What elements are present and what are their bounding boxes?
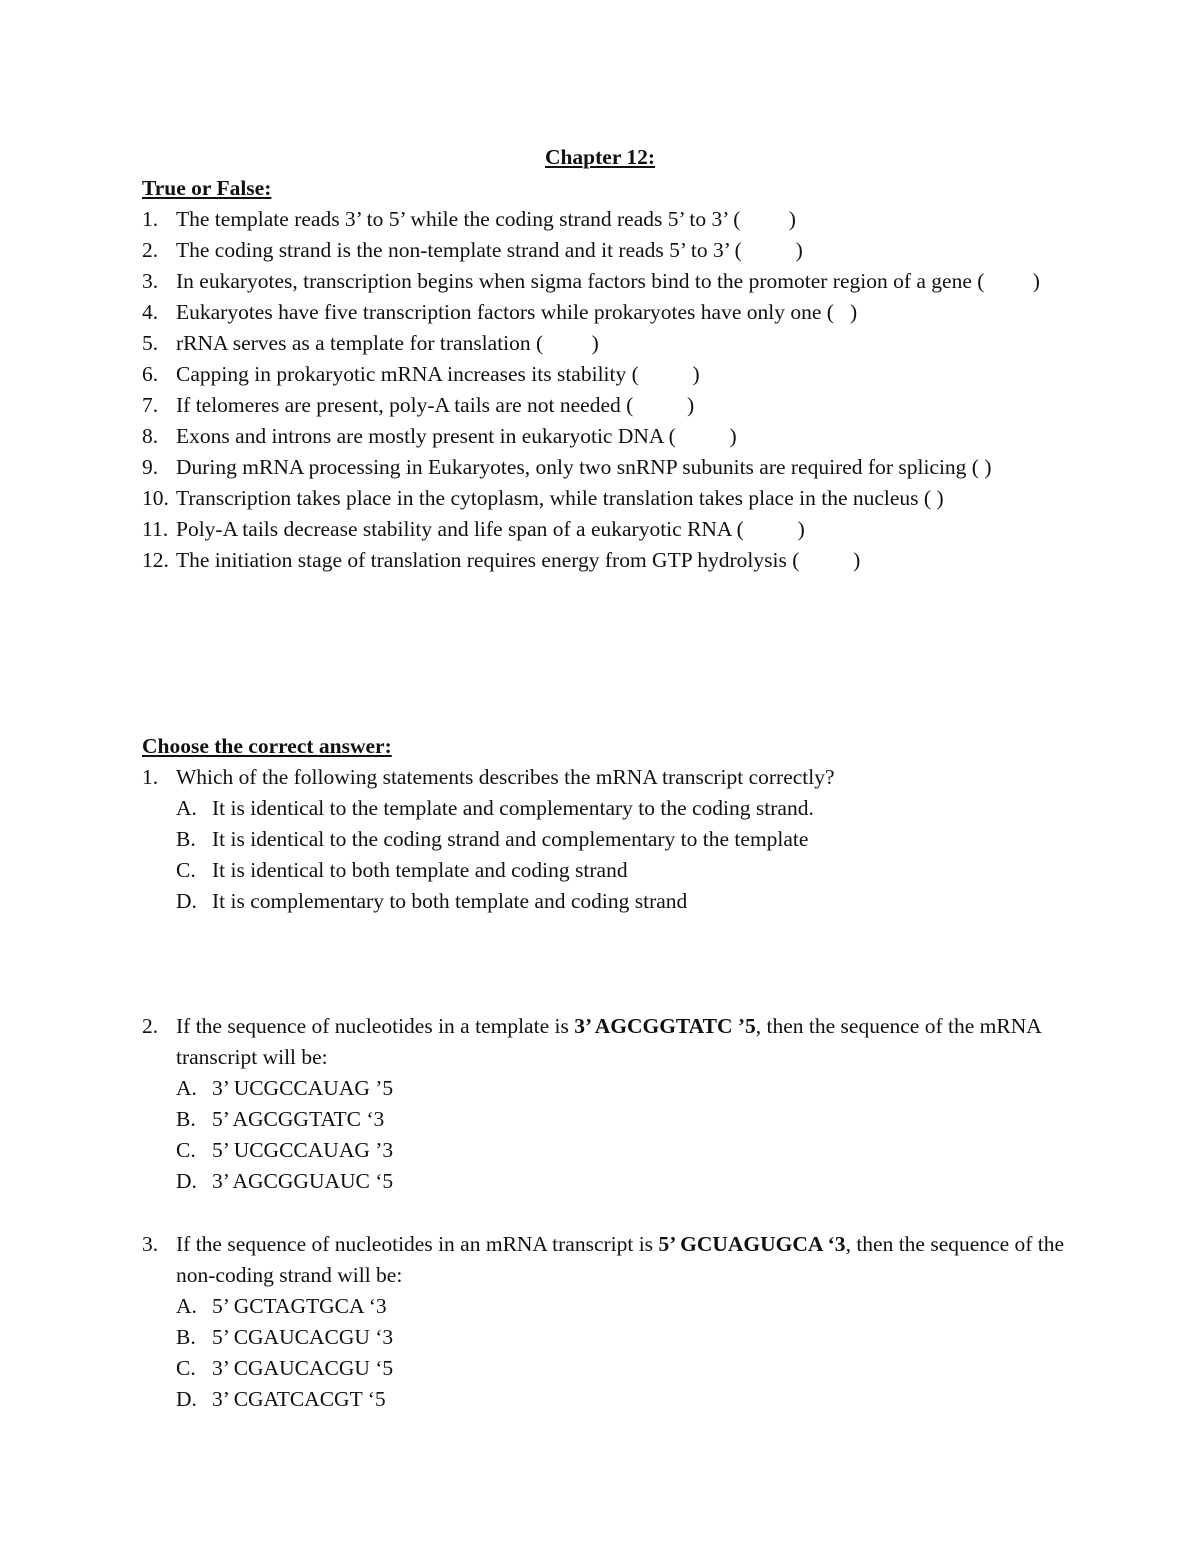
question-text-before: If the sequence of nucleotides in a template is: [176, 1014, 575, 1038]
answer-blank: ): [799, 548, 861, 572]
option-text: 3’ UCGCCAUAG ’5: [212, 1076, 394, 1100]
option-c: [176, 855, 1072, 886]
question-number: 2.: [142, 1014, 159, 1038]
answer-blank: ): [633, 393, 695, 417]
question-stem: [142, 1011, 1072, 1073]
option-letter: C.: [176, 1356, 196, 1380]
option-text: It is identical to both template and coding strand: [212, 858, 628, 882]
item-text: Transcription takes place in the cytoplasm, while translation takes place in the nucleus (: [176, 486, 932, 510]
item-text: Exons and introns are mostly present in eukaryotic DNA (: [176, 424, 676, 448]
options-list: [142, 793, 1072, 917]
option-letter: C.: [176, 1138, 196, 1162]
option-b: [176, 1104, 1072, 1135]
option-letter: A.: [176, 796, 197, 820]
options-list: [142, 1073, 1072, 1197]
option-letter: C.: [176, 858, 196, 882]
options-list: [142, 1291, 1072, 1415]
question-number: 1.: [142, 765, 159, 789]
item-number: 12.: [142, 548, 169, 572]
answer-blank: ): [675, 424, 737, 448]
item-number: 11.: [142, 517, 169, 541]
answer-blank: ): [978, 455, 992, 479]
tf-item-12: [142, 545, 1072, 576]
option-text: It is complementary to both template and coding strand: [212, 889, 688, 913]
question-text: Which of the following statements describes the mRNA transcript correctly?: [176, 765, 835, 789]
option-letter: B.: [176, 827, 196, 851]
option-text: 3’ CGATCACGT ‘5: [212, 1387, 386, 1411]
question-sequence: 3’ AGCGGTATC ’5: [574, 1014, 756, 1038]
item-text: In eukaryotes, transcription begins when sigma factors bind to the promoter region of a gene (: [176, 269, 985, 293]
option-text: 3’ AGCGGUAUC ‘5: [212, 1169, 394, 1193]
item-number: 7.: [142, 393, 159, 417]
option-a: [176, 1073, 1072, 1104]
option-a: [176, 793, 1072, 824]
item-number: 9.: [142, 455, 159, 479]
item-text: Capping in prokaryotic mRNA increases its stability (: [176, 362, 639, 386]
option-letter: A.: [176, 1076, 197, 1100]
tf-item-3: [142, 266, 1072, 297]
multiple-choice-heading: Choose the correct answer:: [142, 734, 392, 758]
option-text: 3’ CGAUCACGU ‘5: [212, 1356, 394, 1380]
tf-item-6: [142, 359, 1072, 390]
option-text: 5’ GCTAGTGCA ‘3: [212, 1294, 387, 1318]
option-d: [176, 886, 1072, 917]
tf-item-5: [142, 328, 1072, 359]
option-b: [176, 1322, 1072, 1353]
option-d: [176, 1384, 1072, 1415]
item-text: The coding strand is the non-template strand and it reads 5’ to 3’ (: [176, 238, 742, 262]
option-text: It is identical to the coding strand and complementary to the template: [212, 827, 809, 851]
question-text-after: , then the sequence of the mRNA transcript will be:: [176, 1014, 1041, 1069]
tf-item-8: [142, 421, 1072, 452]
tf-item-10: [142, 483, 1072, 514]
page-title: Chapter 12:: [544, 145, 656, 169]
item-text: During mRNA processing in Eukaryotes, only two snRNP subunits are required for splicing (: [176, 455, 979, 479]
answer-blank: ): [740, 207, 796, 231]
item-text: The initiation stage of translation requires energy from GTP hydrolysis (: [176, 548, 800, 572]
option-text: 5’ CGAUCACGU ‘3: [212, 1325, 394, 1349]
tf-item-9: [142, 452, 1072, 483]
question-number: 3.: [142, 1232, 159, 1256]
item-number: 5.: [142, 331, 159, 355]
question-stem: [142, 762, 1072, 793]
option-c: [176, 1353, 1072, 1384]
item-number: 2.: [142, 238, 159, 262]
item-text: Poly-A tails decrease stability and life span of a eukaryotic RNA (: [176, 517, 744, 541]
question-text-before: If the sequence of nucleotides in an mRNA transcript is: [176, 1232, 659, 1256]
answer-blank: ): [741, 238, 803, 262]
item-number: 8.: [142, 424, 159, 448]
tf-item-7: [142, 390, 1072, 421]
option-text: It is identical to the template and complementary to the coding strand.: [212, 796, 814, 820]
item-text: rRNA serves as a template for translation (: [176, 331, 544, 355]
true-false-list: [142, 204, 1072, 576]
answer-blank: ): [984, 269, 1040, 293]
answer-blank: ): [833, 300, 858, 324]
question-stem: [142, 1229, 1072, 1291]
option-c: [176, 1135, 1072, 1166]
mc-question-3: [142, 1229, 1072, 1415]
option-letter: B.: [176, 1107, 196, 1131]
option-letter: B.: [176, 1325, 196, 1349]
option-letter: A.: [176, 1294, 197, 1318]
tf-item-11: [142, 514, 1072, 545]
option-letter: D.: [176, 1169, 197, 1193]
item-text: Eukaryotes have five transcription factors while prokaryotes have only one (: [176, 300, 834, 324]
option-b: [176, 824, 1072, 855]
answer-blank: ): [743, 517, 805, 541]
answer-blank: ): [931, 486, 944, 510]
tf-item-1: [142, 204, 1072, 235]
tf-item-4: [142, 297, 1072, 328]
item-text: The template reads 3’ to 5’ while the coding strand reads 5’ to 3’ (: [176, 207, 741, 231]
question-text-after: , then the sequence of the non-coding strand will be:: [176, 1232, 1065, 1287]
item-number: 1.: [142, 207, 159, 231]
item-number: 10.: [142, 486, 169, 510]
option-letter: D.: [176, 889, 197, 913]
mc-question-1: [142, 762, 1072, 917]
option-d: [176, 1166, 1072, 1197]
option-text: 5’ AGCGGTATC ‘3: [212, 1107, 385, 1131]
question-sequence: 5’ GCUAGUGCA ‘3: [658, 1232, 846, 1256]
item-number: 6.: [142, 362, 159, 386]
option-letter: D.: [176, 1387, 197, 1411]
item-number: 3.: [142, 269, 159, 293]
answer-blank: ): [638, 362, 700, 386]
option-a: [176, 1291, 1072, 1322]
tf-item-2: [142, 235, 1072, 266]
answer-blank: ): [543, 331, 599, 355]
true-false-heading: True or False:: [142, 176, 272, 200]
item-number: 4.: [142, 300, 159, 324]
item-text: If telomeres are present, poly-A tails are not needed (: [176, 393, 634, 417]
mc-question-2: [142, 1011, 1072, 1197]
option-text: 5’ UCGCCAUAG ’3: [212, 1138, 394, 1162]
